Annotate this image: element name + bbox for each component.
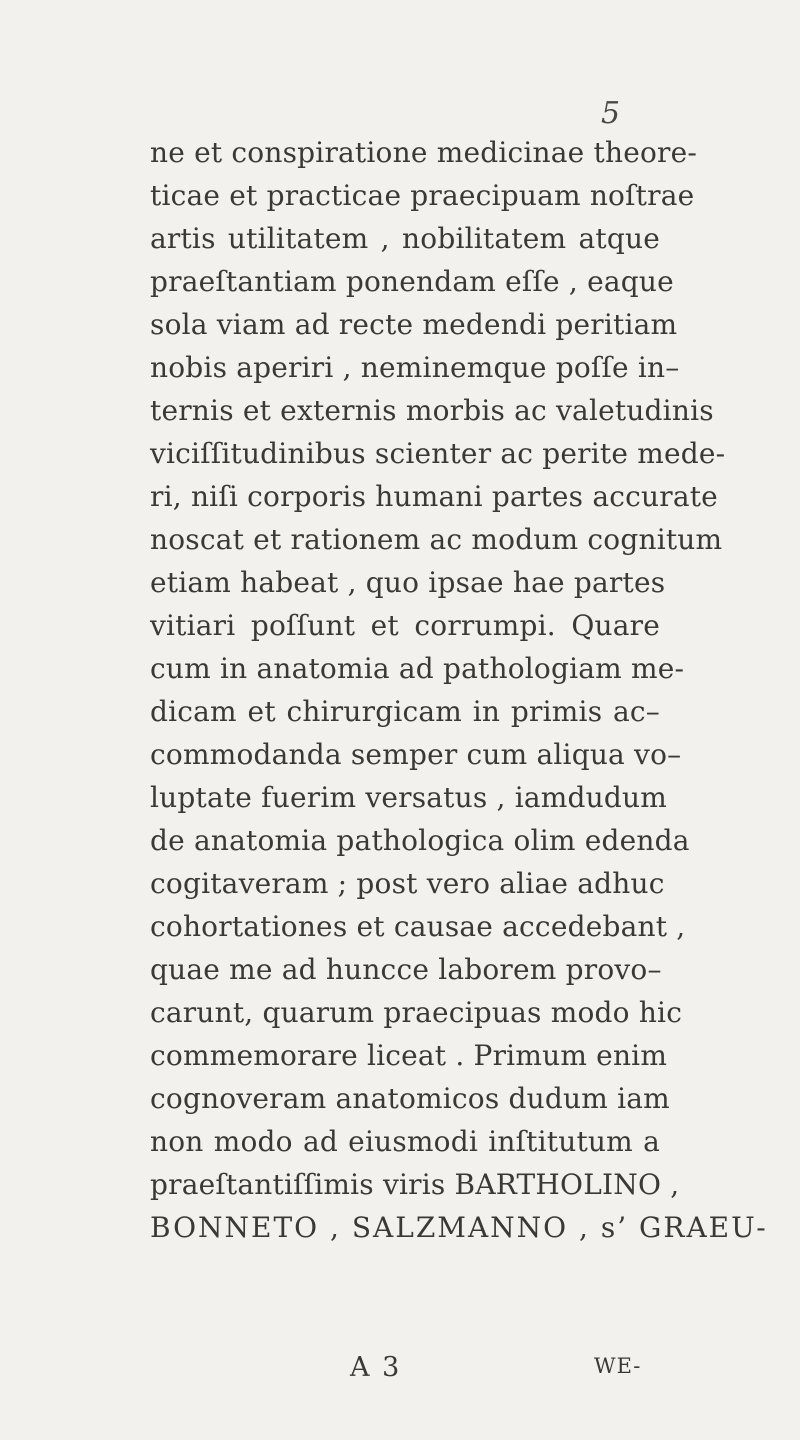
text-line: carunt, quarum praecipuas modo hic (150, 996, 683, 1029)
signature-mark: A 3 (350, 1352, 402, 1383)
text-line: luptate fuerim versatus , iamdudum (150, 781, 667, 814)
text-line: praeſtantiſſimis viris BARTHOLINO , (150, 1168, 680, 1201)
text-line: non modo ad eiusmodi inſtitutum a (150, 1125, 660, 1158)
text-line: commodanda semper cum aliqua vo– (150, 738, 682, 771)
text-line: de anatomia pathologica olim edenda (150, 824, 690, 857)
text-line: dicam et chirurgicam in primis ac– (150, 695, 660, 728)
text-line: praeſtantiam ponendam eſſe , eaque (150, 265, 674, 298)
text-line: viciſſitudinibus scienter ac perite mede- (150, 437, 726, 470)
text-line: nobis aperiri , neminemque poſſe in– (150, 351, 680, 384)
text-line: vitiari poſſunt et corrumpi. Quare (150, 609, 660, 642)
text-line: cogitaveram ; post vero aliae adhuc (150, 867, 665, 900)
text-line: cognoveram anatomicos dudum iam (150, 1082, 670, 1115)
text-line: sola viam ad recte medendi peritiam (150, 308, 678, 341)
text-line: ne et conspiratione medicinae theore- (150, 136, 698, 169)
catchword: WE- (594, 1354, 642, 1378)
body-text (150, 131, 768, 1249)
text-line: ri, niſi corporis humani partes accurate (150, 480, 718, 513)
text-line: ternis et externis morbis ac valetudinis (150, 394, 714, 427)
page-footer (150, 1352, 670, 1392)
text-line: ticae et practicae praecipuam noſtrae (150, 179, 695, 212)
text-line: BONNETO , SALZMANNO , s’ GRAEU- (150, 1211, 768, 1244)
text-line: etiam habeat , quo ipsae hae partes (150, 566, 666, 599)
text-line: cohortationes et causae accedebant , (150, 910, 686, 943)
text-line: quae me ad huncce laborem provo– (150, 953, 662, 986)
page-number: 5 (601, 96, 621, 131)
text-line: noscat et rationem ac modum cognitum (150, 523, 723, 556)
text-line: commemorare liceat . Primum enim (150, 1039, 668, 1072)
text-line: cum in anatomia ad pathologiam me- (150, 652, 685, 685)
text-line: artis utilitatem , nobilitatem atque (150, 222, 660, 255)
